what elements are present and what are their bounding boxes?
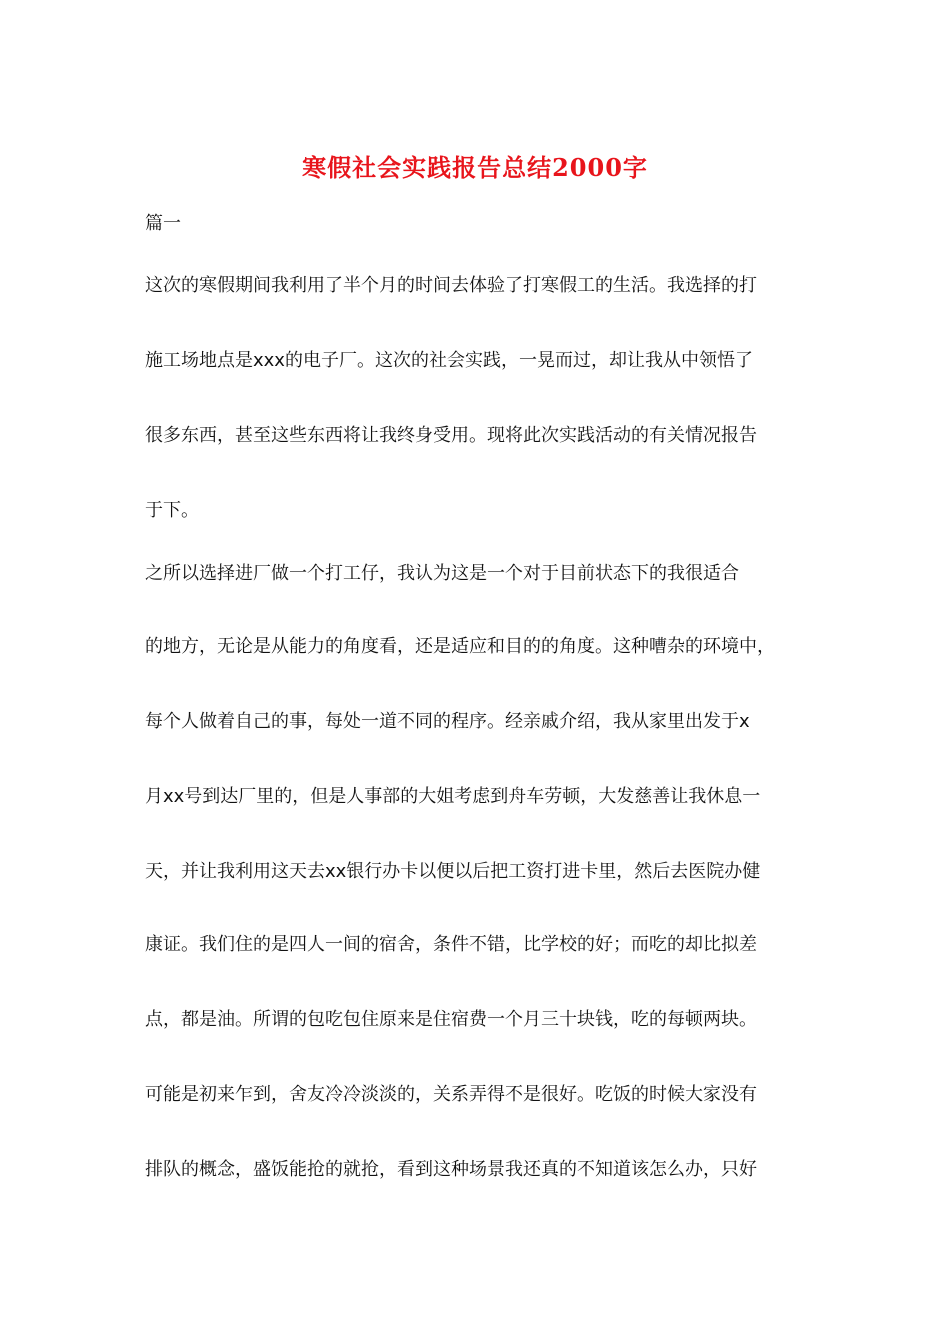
- body-line: 可能是初来乍到，舍友冷冷淡淡的，关系弄得不是很好。吃饭的时候大家没有: [145, 1084, 757, 1105]
- body-line: 康证。我们住的是四人一间的宿舍，条件不错，比学校的好；而吃的却比拟差: [145, 934, 757, 955]
- body-line: 天，并让我利用这天去xx银行办卡以便以后把工资打进卡里，然后去医院办健: [145, 861, 761, 882]
- body-line: 之所以选择进厂做一个打工仔，我认为这是一个对于目前状态下的我很适合: [145, 563, 739, 584]
- body-line: 的地方，无论是从能力的角度看，还是适应和目的的角度。这种嘈杂的环境中，: [145, 636, 775, 657]
- body-line: 每个人做着自己的事，每处一道不同的程序。经亲戚介绍，我从家里出发于x: [145, 711, 750, 732]
- body-line: 点，都是油。所谓的包吃包住原来是住宿费一个月三十块钱，吃的每顿两块。: [145, 1009, 757, 1030]
- document-title: 寒假社会实践报告总结2000字: [302, 153, 648, 182]
- body-line: 很多东西，甚至这些东西将让我终身受用。现将此次实践活动的有关情况报告: [145, 425, 757, 446]
- body-line: 排队的概念，盛饭能抢的就抢，看到这种场景我还真的不知道该怎么办，只好: [145, 1159, 757, 1180]
- body-line: 月xx号到达厂里的，但是人事部的大姐考虑到舟车劳顿，大发慈善让我休息一: [145, 786, 761, 807]
- body-line: 施工场地点是xxx的电子厂。这次的社会实践，一晃而过，却让我从中领悟了: [145, 350, 753, 371]
- body-line: 这次的寒假期间我利用了半个月的时间去体验了打寒假工的生活。我选择的打: [145, 275, 757, 296]
- section-heading: 篇一: [145, 213, 181, 234]
- body-line: 于下。: [145, 500, 199, 521]
